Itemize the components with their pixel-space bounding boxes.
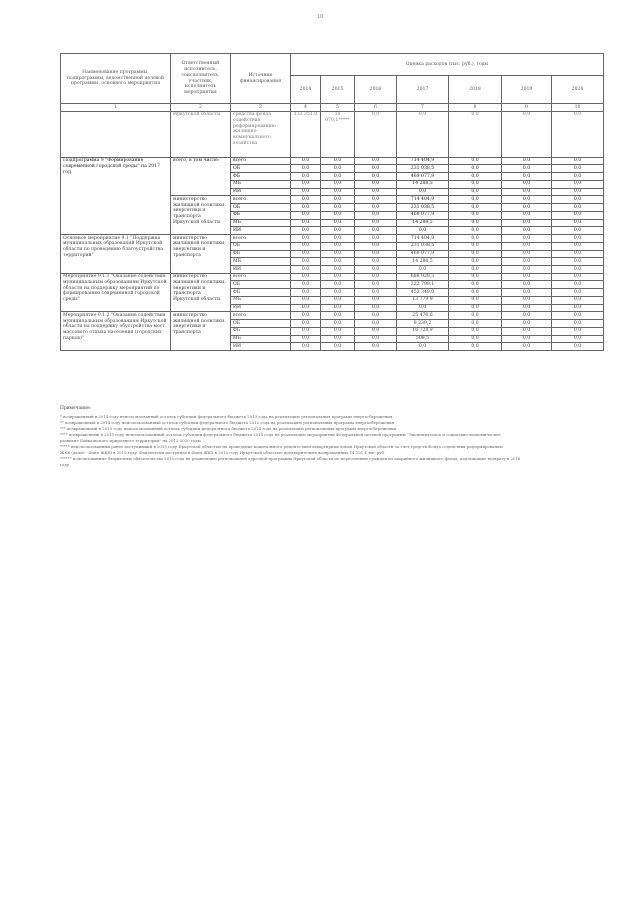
value-cell: 0,0 — [449, 227, 502, 235]
value-cell: 0,0 — [355, 343, 397, 351]
value-cell: 0,0 — [355, 211, 397, 219]
header-source: Источник финансирования — [231, 54, 291, 104]
value-cell: 0,0 — [291, 296, 321, 304]
value-cell: 0,0 — [552, 258, 604, 266]
table-row — [61, 273, 604, 281]
source-cell: ОБ — [231, 281, 291, 289]
column-number: 2 — [171, 104, 231, 112]
footnote-line: ЖКХ (далее - Фонд ЖКХ) в 2015 году. Фактически поступило в Фонд ЖКХ в 2015 году Иркутской областью предварительно возвращенных 14 151,4 тыс.руб. — [60, 450, 386, 456]
source-cell: МБ — [231, 335, 291, 343]
value-cell: 0,0 — [321, 188, 355, 196]
value-cell: 469 077,9 — [397, 173, 449, 181]
footnotes — [60, 406, 605, 468]
column-number: 4 — [291, 104, 321, 112]
table-row — [61, 312, 604, 320]
value-cell: 0,0 — [321, 219, 355, 227]
value-cell: 0,0 — [355, 266, 397, 274]
value-cell: 0,0 — [291, 327, 321, 335]
value-cell: 0,0 — [291, 250, 321, 258]
footnotes-heading: Примечание: — [60, 406, 92, 411]
value-cell: 0,0 — [449, 242, 502, 250]
value-cell: 231 038,5 — [397, 242, 449, 250]
executor-cell: министерство жилищной политики, энергетики и транспорта Иркутской области — [171, 273, 231, 312]
source-cell: ОБ — [231, 165, 291, 173]
footnote-line: развитие Байкальского природного территории" на 2012-2020 годы — [60, 438, 201, 444]
value-cell: 0,0 — [321, 211, 355, 219]
table-row — [61, 235, 604, 243]
value-cell: 0,0 — [355, 289, 397, 297]
value-cell: 452 349,0 — [397, 289, 449, 297]
source-cell: ИИ — [231, 188, 291, 196]
value-cell: 0,0 — [449, 335, 502, 343]
header-year: 2017 — [397, 76, 449, 104]
value-cell: 0,0 — [321, 296, 355, 304]
value-cell: 0,0 — [502, 335, 552, 343]
value-cell: 0,0 — [552, 335, 604, 343]
value-cell: 0,0 — [321, 258, 355, 266]
program-name-cell: Мероприятие 9.1.2 "Оказание содействия муниципальным образованиям Иркутской области на поддержку обустройства мест массового отдыха населения (городских парков)" — [61, 312, 171, 351]
value-cell: 0,0 — [321, 289, 355, 297]
value-cell: 133 351,0 — [291, 111, 321, 157]
footnote-line: ** возвращенный в 2014 году неиспользованный остаток субсидии федерального бюджета 2012 года на реализацию региональных программ энергосбережения — [60, 419, 395, 425]
value-cell: 0,0 — [321, 227, 355, 235]
value-cell: 0,0 — [449, 235, 502, 243]
value-cell: 0,0 — [321, 327, 355, 335]
source-cell: ФБ — [231, 211, 291, 219]
executor-cell: министерство жилищной политики, энергетики и транспорта — [171, 235, 231, 274]
source-cell: всего — [231, 157, 291, 165]
value-cell: 0,0 — [355, 312, 397, 320]
value-cell: 0,0 — [355, 196, 397, 204]
value-cell: 0,0 — [355, 180, 397, 188]
value-cell: 0,0 — [449, 266, 502, 274]
value-cell: 0,0 — [552, 327, 604, 335]
value-cell: 0,0 — [291, 335, 321, 343]
source-cell: ФБ — [231, 289, 291, 297]
value-cell: 25 476,6 — [397, 312, 449, 320]
value-cell: 0,0 — [321, 312, 355, 320]
value-cell: 0,0 — [321, 173, 355, 181]
value-cell: 0,0 — [502, 343, 552, 351]
value-cell: 0,0 — [291, 273, 321, 281]
value-cell: 688 928,3 — [397, 273, 449, 281]
value-cell: 0,0 — [502, 312, 552, 320]
value-cell: 0,0 — [291, 343, 321, 351]
value-cell: 0,0 — [355, 242, 397, 250]
value-cell: 0,0 — [552, 165, 604, 173]
value-cell: 0,0 — [502, 320, 552, 328]
source-cell: ОБ — [231, 204, 291, 212]
value-cell: 0,0 — [321, 304, 355, 312]
value-cell: 0,0 — [321, 320, 355, 328]
value-cell: 0,0 — [291, 304, 321, 312]
source-cell: ИИ — [231, 304, 291, 312]
value-cell: 10 070,1***** — [321, 111, 355, 157]
program-name-cell: Подпрограмма 9 "Формирование современной городской среды" на 2017 год — [61, 157, 171, 234]
value-cell: 0,0 — [355, 227, 397, 235]
value-cell: 0,0 — [355, 296, 397, 304]
column-number: 6 — [355, 104, 397, 112]
value-cell: 0,0 — [397, 111, 449, 157]
program-name-cell: Основное мероприятие 9.1 "Поддержка муниципальных образований Иркутской области по проведению благоустройства территорий" — [61, 235, 171, 274]
value-cell: 0,0 — [321, 335, 355, 343]
column-number: 1 — [61, 104, 171, 112]
value-cell: 0,0 — [321, 266, 355, 274]
footnote-line: *** возвращенный в 2015 году неиспользованный остаток субсидии федерального бюджета 2014 года на реализацию региональных программ энергосбережения — [60, 425, 397, 431]
source-cell: всего — [231, 196, 291, 204]
value-cell: 0,0 — [321, 157, 355, 165]
source-cell: всего — [231, 312, 291, 320]
header-program-name: Наименование программы, подпрограммы, ведомственной целевой программы, основного мероприятия — [61, 54, 171, 104]
value-cell: 0,0 — [321, 273, 355, 281]
value-cell: 0,0 — [291, 258, 321, 266]
value-cell: 469 077,9 — [397, 211, 449, 219]
value-cell: 0,0 — [355, 165, 397, 173]
value-cell: 0,0 — [552, 235, 604, 243]
value-cell: 231 038,5 — [397, 204, 449, 212]
program-name-cell: Мероприятие 9.1.1 "Оказание содействия муниципальным образованиям Иркутской области на поддержку мероприятий по формированию современной городской среды" — [61, 273, 171, 312]
value-cell: 0,0 — [502, 111, 552, 157]
value-cell: 0,0 — [552, 227, 604, 235]
value-cell: 0,0 — [397, 304, 449, 312]
value-cell: 0,0 — [291, 281, 321, 289]
value-cell: 0,0 — [449, 273, 502, 281]
column-number: 9 — [502, 104, 552, 112]
value-cell: 0,0 — [502, 304, 552, 312]
value-cell: 14 288,5 — [397, 219, 449, 227]
value-cell: 0,0 — [552, 157, 604, 165]
header-year: 2019 — [502, 76, 552, 104]
value-cell: 469 077,9 — [397, 250, 449, 258]
value-cell: 0,0 — [355, 304, 397, 312]
source-cell: всего — [231, 273, 291, 281]
value-cell: 0,0 — [321, 180, 355, 188]
value-cell: 0,0 — [552, 281, 604, 289]
value-cell: 0,0 — [552, 343, 604, 351]
value-cell: 0,0 — [502, 296, 552, 304]
value-cell: 0,0 — [502, 219, 552, 227]
value-cell: 0,0 — [291, 312, 321, 320]
value-cell: 0,0 — [502, 227, 552, 235]
footnote-line: * возвращенный в 2014 году неиспользованный остаток субсидии федерального бюджета 2013 года на реализацию региональных программ энергосбережения — [60, 413, 393, 419]
column-number: 3 — [231, 104, 291, 112]
value-cell: 0,0 — [449, 165, 502, 173]
value-cell: 0,0 — [502, 196, 552, 204]
value-cell: 0,0 — [291, 180, 321, 188]
value-cell: 0,0 — [355, 250, 397, 258]
value-cell: 0,0 — [502, 180, 552, 188]
value-cell: 0,0 — [355, 235, 397, 243]
page-number: 10 — [316, 14, 324, 20]
value-cell: 0,0 — [321, 281, 355, 289]
value-cell: 0,0 — [355, 204, 397, 212]
value-cell: 0,0 — [552, 173, 604, 181]
value-cell: 0,0 — [321, 165, 355, 173]
value-cell: 0,0 — [291, 289, 321, 297]
value-cell: 0,0 — [321, 242, 355, 250]
value-cell: 0,0 — [449, 204, 502, 212]
value-cell: 0,0 — [552, 196, 604, 204]
table-header — [61, 54, 604, 112]
value-cell: 0,0 — [355, 219, 397, 227]
executor-cell: министерство жилищной политики, энергетики и транспорта — [171, 312, 231, 351]
value-cell: 0,0 — [291, 219, 321, 227]
value-cell: 0,0 — [397, 343, 449, 351]
value-cell: 0,0 — [355, 327, 397, 335]
header-estimate: Оценка расходов (тыс. руб.), годы — [291, 54, 604, 76]
column-number: 10 — [552, 104, 604, 112]
value-cell: 0,0 — [552, 204, 604, 212]
value-cell: 0,0 — [355, 157, 397, 165]
value-cell: 0,0 — [449, 211, 502, 219]
value-cell: 0,0 — [552, 273, 604, 281]
value-cell: 16 728,9 — [397, 327, 449, 335]
value-cell: 0,0 — [449, 180, 502, 188]
source-cell: ФБ — [231, 327, 291, 335]
value-cell: 0,0 — [291, 242, 321, 250]
value-cell: 13 779,9 — [397, 296, 449, 304]
value-cell: 0,0 — [321, 204, 355, 212]
value-cell: 0,0 — [291, 165, 321, 173]
value-cell: 0,0 — [449, 296, 502, 304]
footnote-line: ***** неиспользованный ранее поступивший в 2015 году Иркутской областью на проведение капитального ремонта многоквартирных домов Иркутской области за счет средств Фонда содействия реформированию — [60, 444, 503, 450]
value-cell: 0,0 — [291, 211, 321, 219]
value-cell: 0,0 — [355, 320, 397, 328]
value-cell: 0,0 — [449, 289, 502, 297]
value-cell: 0,0 — [502, 289, 552, 297]
value-cell: 0,0 — [449, 188, 502, 196]
value-cell: 0,0 — [502, 157, 552, 165]
value-cell: 0,0 — [355, 281, 397, 289]
value-cell: 0,0 — [291, 188, 321, 196]
value-cell: 0,0 — [449, 258, 502, 266]
value-cell: 0,0 — [355, 273, 397, 281]
value-cell: 0,0 — [502, 327, 552, 335]
value-cell: 0,0 — [449, 327, 502, 335]
footnote-line: **** возвращенный в 2015 году неиспользованный остаток субсидии федерального бюджета 2014 года на реализацию мероприятий Федеральной целевой программы "Экономическое и социально-экономическое — [60, 431, 501, 437]
header-year: 2020 — [552, 76, 604, 104]
column-number: 5 — [321, 104, 355, 112]
value-cell: 0,0 — [552, 180, 604, 188]
footnote-line: ****** использованные бюджетные обязательства 2015 года на реализацию региональной адресной программы Иркутской области по переселению граждан из аварийного жилищного фонда, подлежащие возврату в 2016 — [60, 456, 521, 462]
executor-cell: министерство жилищной политики, энергетики и транспорта Иркутской области — [171, 196, 231, 235]
value-cell: 0,0 — [355, 335, 397, 343]
value-cell: 0,0 — [552, 312, 604, 320]
value-cell: 0,0 — [552, 296, 604, 304]
column-number: 7 — [397, 104, 449, 112]
value-cell: 0,0 — [291, 173, 321, 181]
value-cell: 0,0 — [502, 266, 552, 274]
value-cell: 8 239,2 — [397, 320, 449, 328]
header-year: 2018 — [449, 76, 502, 104]
value-cell: 0,0 — [502, 250, 552, 258]
value-cell: 714 404,9 — [397, 196, 449, 204]
value-cell: 0,0 — [552, 219, 604, 227]
footnote-line: году — [60, 462, 70, 468]
value-cell: 0,0 — [449, 320, 502, 328]
value-cell: 0,0 — [502, 281, 552, 289]
value-cell: 0,0 — [502, 204, 552, 212]
source-cell: ФБ — [231, 173, 291, 181]
value-cell: 0,0 — [552, 320, 604, 328]
value-cell: 0,0 — [291, 196, 321, 204]
value-cell: 0,0 — [291, 227, 321, 235]
header-year: 2014 — [291, 76, 321, 104]
value-cell: 0,0 — [502, 235, 552, 243]
value-cell: 0,0 — [552, 250, 604, 258]
executor-cell: всего, в том числе: — [171, 157, 231, 196]
value-cell: 0,0 — [291, 157, 321, 165]
value-cell: 0,0 — [291, 235, 321, 243]
value-cell: 231 038,5 — [397, 165, 449, 173]
table-body — [61, 111, 604, 350]
value-cell: 0,0 — [502, 273, 552, 281]
source-cell: МБ — [231, 258, 291, 266]
value-cell: 0,0 — [449, 173, 502, 181]
value-cell: 14 288,5 — [397, 258, 449, 266]
value-cell: 0,0 — [449, 250, 502, 258]
header-year: 2015 — [321, 76, 355, 104]
value-cell: 0,0 — [552, 211, 604, 219]
value-cell: 0,0 — [552, 266, 604, 274]
table-row — [61, 111, 604, 157]
column-number: 8 — [449, 104, 502, 112]
value-cell: 0,0 — [552, 289, 604, 297]
value-cell: 222 799,1 — [397, 281, 449, 289]
value-cell: 0,0 — [552, 304, 604, 312]
source-cell: ФБ — [231, 250, 291, 258]
source-cell: МБ — [231, 296, 291, 304]
value-cell: 0,0 — [321, 196, 355, 204]
value-cell: 0,0 — [502, 188, 552, 196]
source-cell: МБ — [231, 219, 291, 227]
value-cell: 0,0 — [291, 320, 321, 328]
executor-cell: Иркутской области — [171, 111, 231, 157]
source-cell: ИИ — [231, 266, 291, 274]
source-cell: ОБ — [231, 242, 291, 250]
value-cell: 0,0 — [291, 266, 321, 274]
value-cell: 714 404,9 — [397, 157, 449, 165]
source-cell: МБ — [231, 180, 291, 188]
source-cell: ИИ — [231, 227, 291, 235]
value-cell: 0,0 — [321, 250, 355, 258]
value-cell: 14 288,5 — [397, 180, 449, 188]
value-cell: 0,0 — [355, 258, 397, 266]
value-cell: 0,0 — [502, 165, 552, 173]
header-executor: Ответственный исполнитель, соисполнитель, участник, исполнитель мероприятия — [171, 54, 231, 104]
value-cell: 714 404,9 — [397, 235, 449, 243]
source-cell: всего — [231, 235, 291, 243]
budget-table — [60, 53, 604, 351]
value-cell: 0,0 — [552, 111, 604, 157]
value-cell: 0,0 — [449, 111, 502, 157]
value-cell: 0,0 — [449, 219, 502, 227]
value-cell: 0,0 — [397, 188, 449, 196]
value-cell: 0,0 — [502, 173, 552, 181]
value-cell: 0,0 — [502, 211, 552, 219]
value-cell: 0,0 — [449, 281, 502, 289]
value-cell: 0,0 — [552, 242, 604, 250]
value-cell: 0,0 — [355, 111, 397, 157]
value-cell: 0,0 — [449, 312, 502, 320]
footnotes-list — [60, 414, 605, 468]
value-cell: 0,0 — [449, 304, 502, 312]
header-year: 2016 — [355, 76, 397, 104]
value-cell: 0,0 — [449, 196, 502, 204]
value-cell: 0,0 — [449, 343, 502, 351]
value-cell: 0,0 — [397, 266, 449, 274]
value-cell: 0,0 — [552, 188, 604, 196]
table-row — [61, 157, 604, 165]
value-cell: 0,0 — [502, 242, 552, 250]
value-cell: 0,0 — [355, 173, 397, 181]
value-cell: 0,0 — [449, 157, 502, 165]
source-cell: средства фонда содействия реформированию жилищно-коммунального хозяйства — [231, 111, 291, 157]
source-cell: ИИ — [231, 343, 291, 351]
value-cell: 0,0 — [397, 227, 449, 235]
value-cell: 0,0 — [321, 235, 355, 243]
value-cell: 0,0 — [321, 343, 355, 351]
source-cell: ОБ — [231, 320, 291, 328]
value-cell: 0,0 — [502, 258, 552, 266]
value-cell: 0,0 — [291, 204, 321, 212]
column-number-row — [61, 104, 604, 112]
value-cell: 0,0 — [355, 188, 397, 196]
empty-cell — [61, 111, 171, 157]
value-cell: 508,5 — [397, 335, 449, 343]
